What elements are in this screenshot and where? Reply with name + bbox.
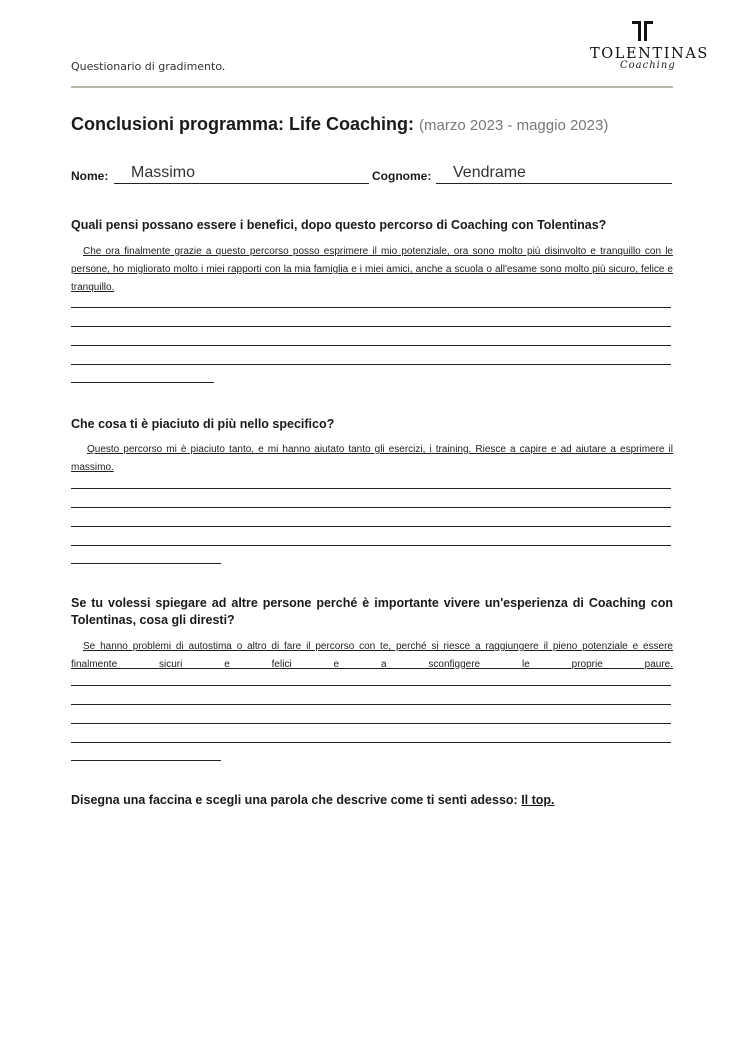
- title-main: Conclusioni programma: Life Coaching:: [71, 114, 415, 134]
- answer-lines-explain: [71, 667, 671, 761]
- cognome-underline: [436, 183, 672, 184]
- answer-explain[interactable]: Se hanno problemi di autostima o altro di fare il percorso con te, perché si riesce a raggiungere il pieno potenziale e essere finalmente sicuri e felici e a sconfiggere le proprie paure.: [71, 641, 673, 670]
- page-title: [71, 114, 608, 135]
- answer-lines-benefits: [71, 289, 671, 383]
- form-header-label: Questionario di gradimento.: [71, 60, 226, 73]
- cognome-field[interactable]: Vendrame: [453, 164, 526, 181]
- name-row: [71, 166, 673, 188]
- tolentinas-logo: [584, 20, 709, 74]
- nome-underline: [114, 183, 369, 184]
- answer-benefits[interactable]: Che ora finalmente grazie a questo percorso posso esprimere il mio potenziale, ora sono molto più disinvolto e tranquillo con le persone, ho migliorato molto i miei rapporti con la mia famiglia e i miei amici, anche a scuola o all'esame sono molto più sicuro, felice e tranquillo.: [71, 246, 673, 293]
- final-question: [71, 793, 555, 807]
- logo-mark-icon: [632, 20, 654, 42]
- question-benefits: Quali pensi possano essere i benefici, dopo questo percorso di Coaching con Tolentinas?: [71, 218, 607, 232]
- logo-wordmark: TOLENTINAS: [590, 46, 709, 62]
- question-liked: Che cosa ti è piaciuto di più nello specifico?: [71, 417, 335, 431]
- final-prompt: Disegna una faccina e scegli una parola che descrive come ti senti adesso:: [71, 793, 518, 807]
- answer-liked[interactable]: Questo percorso mi è piaciuto tanto, e mi hanno aiutato tanto gli esercizi, i training. Riesce a capire e ad aiutare a esprimere il massimo.: [71, 444, 673, 473]
- title-dates: (marzo 2023 - maggio 2023): [419, 117, 609, 134]
- final-answer[interactable]: Il top.: [521, 793, 555, 807]
- logo-script: Coaching: [620, 60, 676, 71]
- nome-label: Nome:: [71, 169, 109, 183]
- cognome-label: Cognome:: [372, 169, 432, 183]
- header-divider: [71, 86, 673, 88]
- answer-lines-liked: [71, 470, 671, 564]
- nome-field[interactable]: Massimo: [131, 164, 196, 181]
- question-explain: Se tu volessi spiegare ad altre persone perché è importante vivere un'esperienza di Coaching con Tolentinas, cosa gli diresti?: [71, 596, 673, 627]
